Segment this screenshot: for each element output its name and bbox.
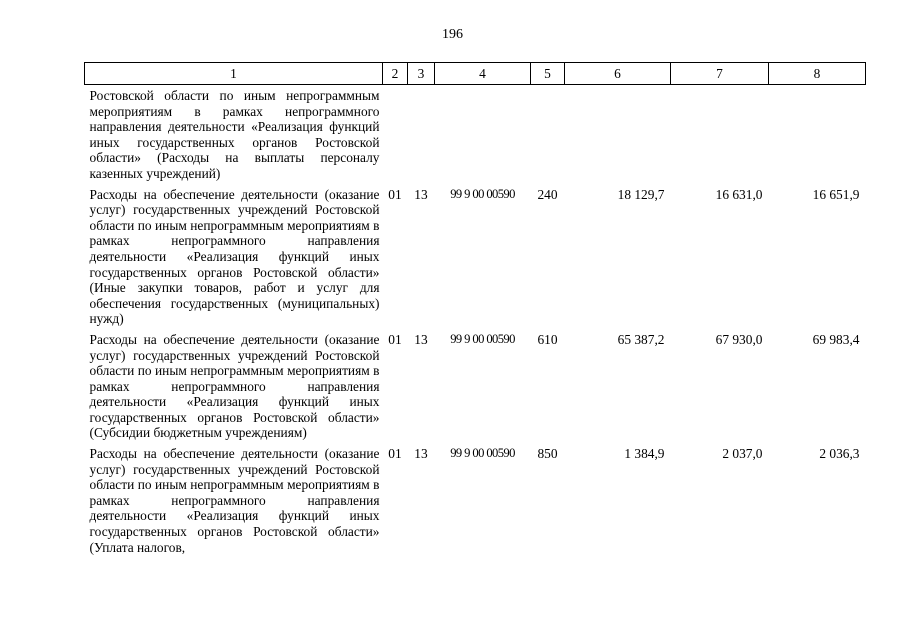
header-col-8: 8 (769, 63, 866, 85)
row-description: Расходы на обеспечение деятельности (оказание услуг) государственных учреждений Ростовской области по иным непрограммным мероприятиям в рамках непрограммного направления деятельности «Реализация функций иных государственных органов Ростовской области» (Иные закупки товаров, работ и услуг для обеспечения государственных (муниципальных) нужд) (89, 186, 380, 327)
row-section (383, 85, 408, 186)
header-col-2: 2 (383, 63, 408, 85)
table-row (85, 85, 866, 186)
row-value-col6: 18 129,7 (617, 186, 665, 202)
table-row (85, 331, 866, 445)
row-value-col6: 1 384,9 (624, 446, 665, 462)
row-expense-type: 610 (537, 331, 558, 347)
row-subsection: 13 (414, 186, 428, 202)
row-target-article: 99 9 00 00590 (450, 186, 515, 201)
row-value-col6 (565, 85, 671, 186)
page-number: 196 (442, 27, 463, 42)
row-target-article: 99 9 00 00590 (450, 446, 515, 461)
row-value-col8 (769, 85, 866, 186)
row-subsection: 13 (414, 446, 428, 462)
row-value-col8: 2 036,3 (819, 446, 860, 462)
table-header (85, 63, 866, 85)
header-col-3: 3 (408, 63, 435, 85)
row-description: Расходы на обеспечение деятельности (оказание услуг) государственных учреждений Ростовской области по иным непрограммным мероприятиям в рамках непрограммного направления деятельности «Реализация функций иных государственных органов Ростовской области» (Субсидии бюджетным учреждениям) (89, 331, 380, 441)
row-expense-type (531, 85, 565, 186)
header-col-7: 7 (671, 63, 769, 85)
row-subsection: 13 (414, 331, 428, 347)
header-col-6: 6 (565, 63, 671, 85)
header-col-1: 1 (85, 63, 383, 85)
row-value-col7: 67 930,0 (715, 331, 763, 347)
row-value-col7 (671, 85, 769, 186)
row-value-col8: 69 983,4 (812, 331, 860, 347)
row-section: 01 (388, 446, 402, 462)
row-target-article: 99 9 00 00590 (450, 331, 515, 346)
table-body (85, 85, 866, 560)
table-row (85, 445, 866, 559)
header-col-4: 4 (435, 63, 531, 85)
row-target-article (435, 85, 531, 186)
row-value-col7: 16 631,0 (715, 186, 763, 202)
row-expense-type: 240 (537, 186, 558, 202)
row-value-col7: 2 037,0 (722, 446, 763, 462)
row-section: 01 (388, 331, 402, 347)
row-expense-type: 850 (537, 446, 558, 462)
row-description: Ростовской области по иным непрограммным мероприятиям в рамках непрограммного направления деятельности «Реализация функций иных государственных органов Ростовской области» (Расходы на выплаты персоналу казенных учреждений) (89, 88, 380, 181)
table-row (85, 186, 866, 331)
header-col-5: 5 (531, 63, 565, 85)
budget-table (84, 62, 866, 559)
row-subsection (408, 85, 435, 186)
row-value-col8: 16 651,9 (812, 186, 860, 202)
row-section: 01 (388, 186, 402, 202)
row-value-col6: 65 387,2 (617, 331, 665, 347)
row-description: Расходы на обеспечение деятельности (оказание услуг) государственных учреждений Ростовской области по иным непрограммным мероприятиям в рамках непрограммного направления деятельности «Реализация функций иных государственных органов Ростовской области» (Уплата налогов, (89, 446, 380, 555)
header-row (85, 63, 866, 85)
